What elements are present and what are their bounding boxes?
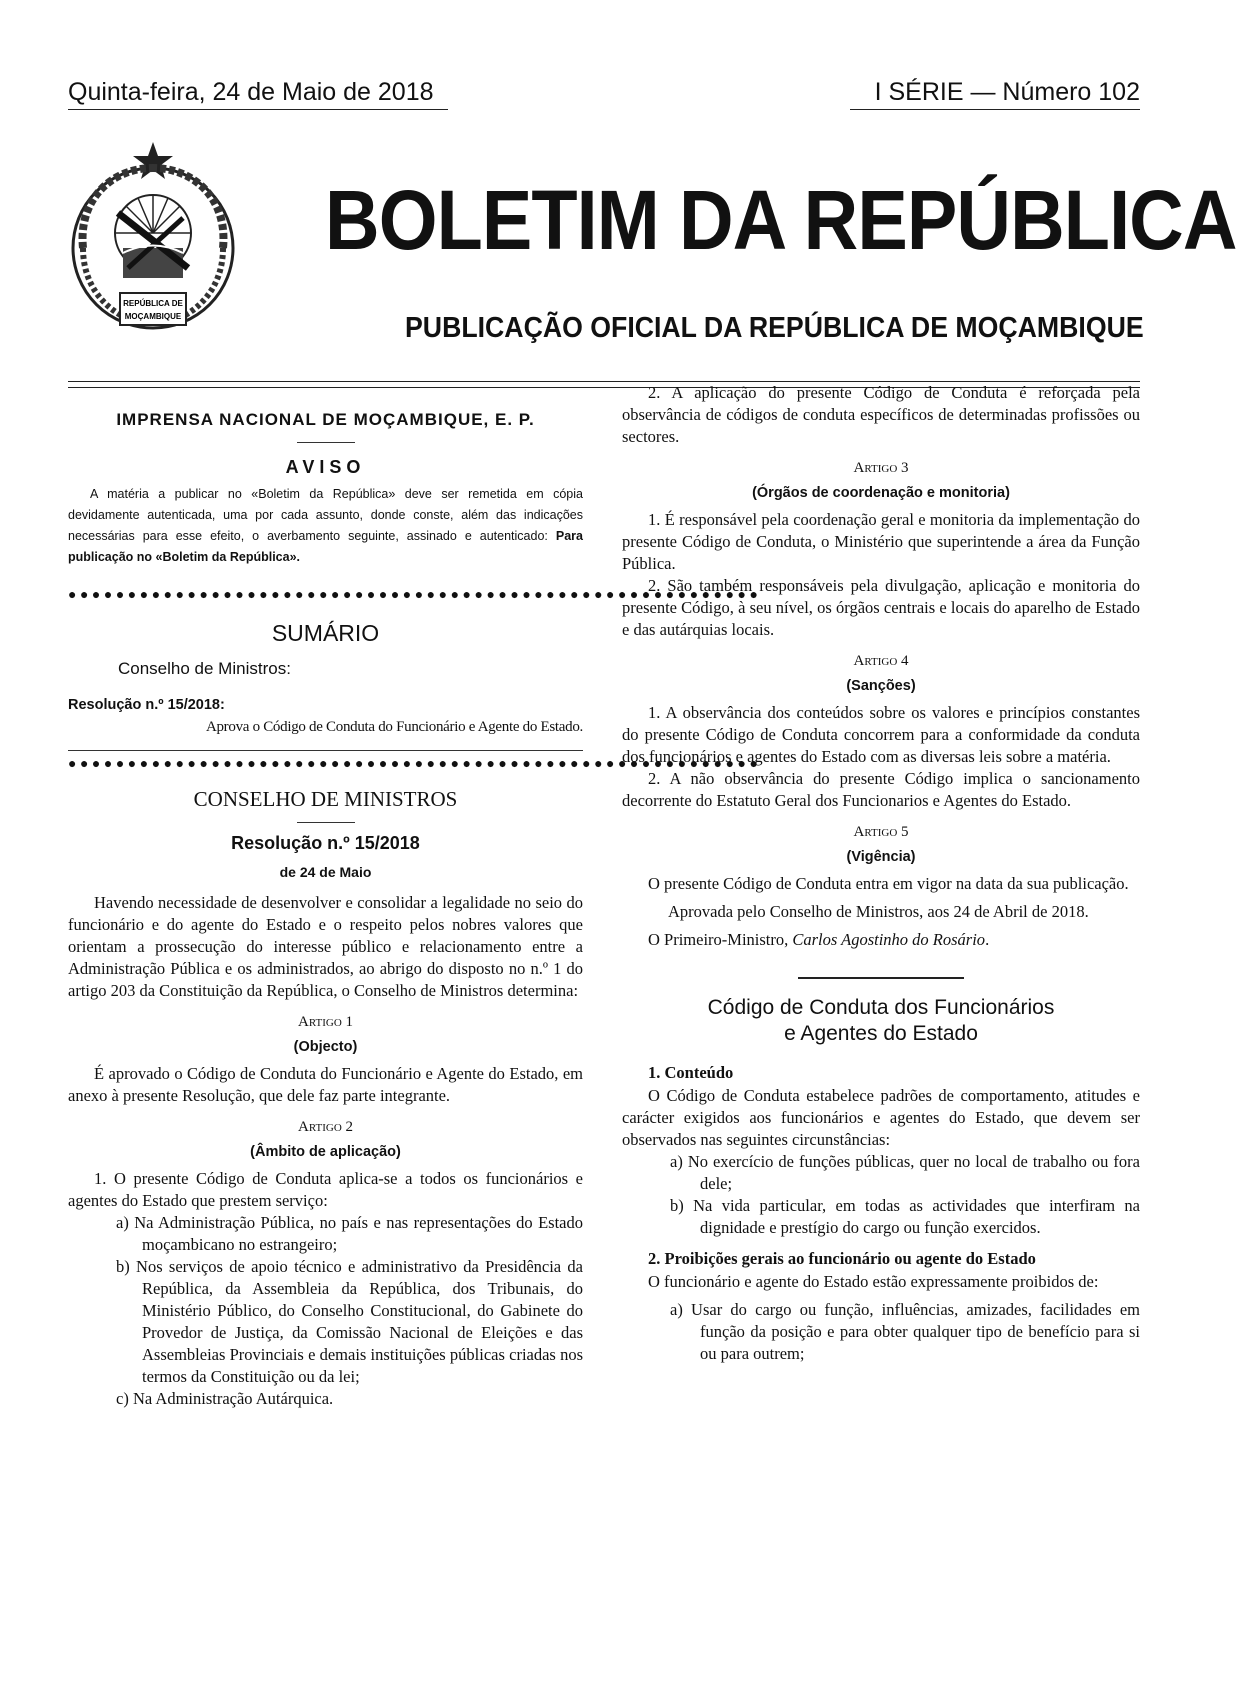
resolucao-date: de 24 de Maio [279, 864, 372, 880]
section-2-title: 2. Proibições gerais ao funcionário ou agente do Estado [648, 1249, 1036, 1268]
section-1-item-a: a) No exercício de funções públicas, quer no local de trabalho ou fora dele; [670, 1152, 1140, 1193]
artigo-4-heading: Artigo 4 [853, 653, 909, 669]
preamble-text: Havendo necessidade de desenvolver e consolidar a legalidade no seio do funcionário e do agente do Estado e o respeito pelos nobres valores que orientam a prossecução do interesse público e relacionamento entre a Administração Pública e os administrados, ao abrigo do disposto no n.º 1 do artigo 203 da Constituição da República, o Conselho de Ministros determina: [68, 893, 583, 1000]
national-emblem-icon [68, 138, 238, 348]
aviso-heading: AVISO [285, 457, 366, 477]
sumario-heading: SUMÁRIO [271, 620, 380, 646]
artigo-2-paragraph-1: 1. O presente Código de Conduta aplica-se a todos os funcionários e agentes do Estado que prestem serviço: [68, 1169, 583, 1210]
codigo-title [622, 995, 1140, 1047]
svg-text:MOÇAMBIQUE: MOÇAMBIQUE [124, 312, 182, 321]
resolucao-heading: Resolução n.º 15/2018 [231, 833, 420, 853]
artigo-1-heading: Artigo 1 [297, 1014, 354, 1030]
codigo-title-line-1: Código de Conduta dos Funcionários [707, 996, 1055, 1019]
codigo-title-line-2: e Agentes do Estado [784, 1022, 978, 1045]
aviso-body: A matéria a publicar no «Boletim da República» deve ser remetida em cópia devidamente autenticada, uma por cada assunto, donde conste, além das indicações necessárias para esse efeito, o averbamento seguinte, assinado e autenticado: [68, 487, 583, 543]
section-2-item-a: a) Usar do cargo ou função, influências, amizades, facilidades em função da posição e para obter qualquer tipo de benefício para si ou para outrem; [670, 1300, 1140, 1363]
artigo-2-heading: Artigo 2 [297, 1119, 354, 1135]
artigo-5-title: (Vigência) [846, 849, 916, 865]
artigo-1-title: (Objecto) [293, 1039, 358, 1055]
artigo-3-title: (Órgãos de coordenação e monitoria) [752, 485, 1010, 501]
artigo-5-heading: Artigo 5 [853, 824, 909, 840]
dotted-divider: ●●●●●●●●●●●●●●●●●●●●●●●●●●●●●●●●●●●●●●●●●●●●●●●●●●●●●●●●●● [68, 588, 762, 603]
artigo-2-paragraph-2: 2. A aplicação do presente Código de Conduta é reforçada pela observância de códigos de conduta específicos de determinadas profissões ou sectores. [622, 383, 1140, 446]
artigo-3-heading: Artigo 3 [853, 460, 909, 476]
artigo-2-title: (Âmbito de aplicação) [250, 1144, 401, 1160]
artigo-1-text: É aprovado o Código de Conduta do Funcionário e Agente do Estado, em anexo à presente Resolução, que dele faz parte integrante. [68, 1064, 583, 1105]
short-divider-2 [297, 822, 355, 823]
aviso-bold: Para publicação no «Boletim da República». [68, 529, 583, 564]
summary-rule [68, 750, 583, 751]
svg-text:REPÚBLICA DE: REPÚBLICA DE [123, 299, 183, 308]
artigo-3-paragraph-2: 2. São também responsáveis pela divulgação, aplicação e monitoria do presente Código, à seu nível, os órgãos centrais e locais do aparelho de Estado e das autárquias locais. [622, 576, 1140, 639]
conselho-heading: CONSELHO DE MINISTROS [193, 787, 458, 811]
dotted-divider-2: ●●●●●●●●●●●●●●●●●●●●●●●●●●●●●●●●●●●●●●●●●●●●●●●●●●●●●●●●●● [68, 757, 762, 772]
artigo-4-paragraph-2: 2. A não observância do presente Código implica o sancionamento decorrente do Estatuto Geral dos Funcionarios e Agentes do Estado. [622, 769, 1140, 810]
artigo-5-text: O presente Código de Conduta entra em vigor na data da sua publicação. [648, 874, 1129, 893]
section-2-text: O funcionário e agente do Estado estão expressamente proibidos de: [648, 1272, 1099, 1291]
section-1-title: 1. Conteúdo [648, 1063, 734, 1082]
newspaper-title: BOLETIM DA REPÚBLICA [325, 173, 1237, 267]
issue-date: Quinta-feira, 24 de Maio de 2018 [68, 78, 448, 110]
sumario-description: Aprova o Código de Conduta do Funcionário e Agente do Estado. [205, 719, 583, 735]
artigo-2-item-b: b) Nos serviços de apoio técnico e administrativo da Presidência da República, da Assembleia da República, dos Tribunais, do Ministério Público, do Conselho Constitucional, do Gabinete do Provedor de Justiça, da Comissão Nacional de Eleições e das Assembleias Provinciais e demais instituições públicas criadas nos termos da Constituição ou da lei; [116, 1257, 583, 1386]
imprensa-heading: IMPRENSA NACIONAL DE MOÇAMBIQUE, E. P. [116, 410, 535, 429]
short-divider [297, 442, 355, 443]
section-rule [798, 977, 964, 979]
sumario-conselho: Conselho de Ministros: [118, 659, 291, 678]
prime-minister-label: O Primeiro-Ministro, [648, 930, 793, 949]
prime-minister-name: Carlos Agostinho do Rosário [792, 930, 986, 949]
masthead-top [68, 78, 1140, 108]
artigo-2-item-a: a) Na Administração Pública, no país e nas representações do Estado moçambicano no estrangeiro; [116, 1213, 583, 1254]
newspaper-subtitle: PUBLICAÇÃO OFICIAL DA REPÚBLICA DE MOÇAMBIQUE [405, 312, 1144, 344]
right-column [622, 380, 1140, 1365]
issue-series: I SÉRIE — Número 102 [850, 78, 1140, 110]
artigo-4-title: (Sanções) [846, 678, 916, 694]
aviso-text [68, 484, 583, 568]
artigo-2-item-c: c) Na Administração Autárquica. [116, 1389, 334, 1408]
prime-minister-line: O Primeiro-Ministro, Carlos Agostinho do Rosário. [648, 930, 990, 949]
artigo-3-paragraph-1: 1. É responsável pela coordenação geral e monitoria da implementação do presente Código de Conduta, o Ministério que superintende a área da Função Pública. [622, 510, 1140, 573]
section-1-item-b: b) Na vida particular, em todas as actividades que interfiram na dignidade e prestígio do cargo ou função exercidos. [670, 1196, 1140, 1237]
artigo-4-paragraph-1: 1. A observância dos conteúdos sobre os valores e princípios constantes do presente Código de Conduta concorrem para a conformidade da conduta dos funcionários e agentes do Estado com as diversas leis sobre a matéria. [622, 703, 1140, 766]
approval-note: Aprovada pelo Conselho de Ministros, aos 24 de Abril de 2018. [668, 902, 1089, 921]
sumario-resolucao: Resolução n.º 15/2018: [68, 697, 225, 713]
section-1-text: O Código de Conduta estabelece padrões de comportamento, atitudes e carácter exigidos aos funcionários e agentes do Estado, que devem ser observados nas seguintes circunstâncias: [622, 1086, 1140, 1149]
